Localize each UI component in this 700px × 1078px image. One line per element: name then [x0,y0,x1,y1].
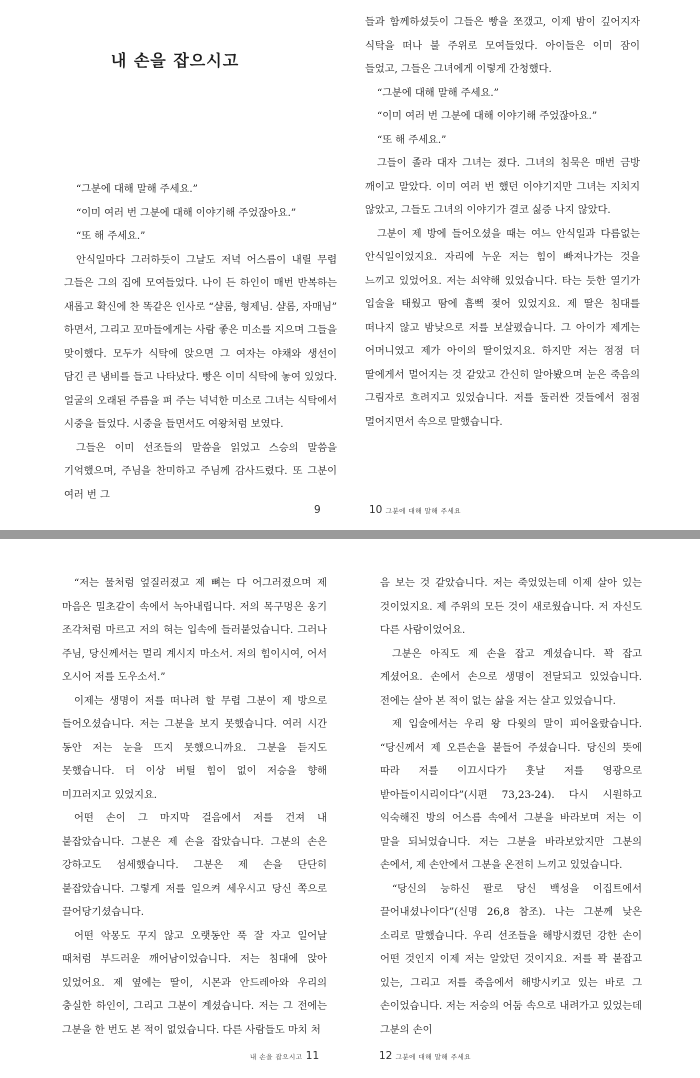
running-head: 그분에 대해 말해 주세요 [385,507,462,515]
paragraph: “또 해 주세요.” [377,134,447,146]
page-11-text [62,572,327,1042]
paragraph: 안식일마다 그러하듯이 그날도 저녁 어스름이 내릴 무렵 그들은 그의 집에 모여들었다. 나이 든 하인이 매번 반복하는 새롭고 확신에 찬 똑같은 인사로 “샬롬, 형제님. 샬롬, 자매님” 하면서, 그리고 꼬마들에게는 사람 좋은 미소를 지으며 그들을 맞이했다. 모두가 식탁에 앉으면 그 여자는 야채와 생선이 담긴 큰 냄비를 들고 나타났다. 빵은 이미 식탁에 놓여 있었다. 얼굴의 오래된 주름을 펴 주는 넉넉한 미소로 그녀는 식탁에서 시중을 들었다. 시중을 들면서도 여왕처럼 보였다. [64,254,337,430]
paragraph: 그분이 제 방에 들어오셨을 때는 여느 안식일과 다름없는 안식일이었지요. 자리에 누운 저는 힘이 빠져나가는 것을 느끼고 있었어요. 저는 쇠약해 있었습니다. 타는 듯한 열기가 입술을 태웠고 땀에 흠뻑 젖어 있었지요. 제 딸은 침대를 떠나지 않고 밤낮으로 저를 보살폈습니다. 그 아이가 제게는 어머니였고 제가 아이의 딸이었지요. 하지만 저는 점점 더 딸에게서 멀어지는 것 같았고 간신히 알아봤으며 눈은 죽음의 그림자로 흐려지고 있었습니다. 저를 둘러싼 것들에서 점점 멀어지면서 속으로 말했습니다. [365,228,640,428]
page-number: 10 [369,504,383,516]
paragraph: “그분에 대해 말해 주세요.” [377,87,499,99]
page-12-text [380,572,642,1042]
paragraph: “이미 여러 번 그분에 대해 이야기해 주었잖아요.” [377,111,598,122]
page-number: 9 [314,504,321,516]
paragraph: 그분은 아직도 제 손을 잡고 계셨습니다. 꽉 잡고 계셨어요. 손에서 손으로 생명이 전달되고 있었습니다. 전에는 살아 본 적이 없는 삶을 저는 살고 있었습니다. [380,648,642,707]
paragraph: “당신의 능하신 팔로 당신 백성을 이집트에서 끌어내셨나이다”(신명 26,8 참조). 나는 그분께 낮은 소리로 말했습니다. 우리 선조들을 해방시켰던 강한 손이 어떤 것인지 이제 저는 알았던 것이지요. 저를 꽉 붙잡고 있는, 그리고 저를 죽음에서 해방시키고 있는 바로 그 손이었습니다. 저는 저승의 어둠 속으로 내려가고 있었는데 그분의 손이 [380,883,642,1036]
page-10-folio [369,504,461,516]
page-9-folio [314,504,321,516]
paragraph: 이제는 생명이 저를 떠나려 할 무렵 그분이 제 방으로 들어오셨습니다. 저는 그분을 보지 못했습니다. 여러 시간 동안 저는 눈을 뜨지 못했으니까요. 그분을 듣지도 못했습니다. 더 이상 버틸 힘이 없이 저승을 향해 미끄러지고 있었지요. [62,695,327,801]
spread-divider [0,530,700,539]
page-number: 11 [305,1050,320,1062]
paragraph: 들과 함께하셨듯이 그들은 빵을 쪼갰고, 이제 밤이 깊어지자 식탁을 떠나 불 주위로 모여들었다. 아이들은 이미 잠이 들었고, 그들은 그녀에게 이렇게 간청했다. [365,17,640,75]
paragraph: “그분에 대해 말해 주세요.” [76,184,198,195]
paragraph: 제 입술에서는 우리 왕 다윗의 말이 피어올랐습니다. “당신께서 제 오른손을 붙들어 주셨습니다. 당신의 뜻에 따라 저를 이끄시다가 훗날 저를 영광으로 받아들이시리이다”(시편 73,23-24). 다시 시원하고 익숙해진 방의 어스름 속에서 그분을 바라보며 저는 이 말을 되뇌었습니다. 저는 그분을 바라보았지만 그분의 손에서, 제 손안에서 그분을 온전히 느끼고 있었습니다. [380,719,642,871]
page-11-folio [250,1050,319,1062]
paragraph: “이미 여러 번 그분에 대해 이야기해 주었잖아요.” [76,207,297,219]
page-10 [350,0,700,530]
paragraph: “또 해 주세요.” [76,231,146,242]
running-head: 그분에 대해 말해 주세요 [395,1053,472,1061]
page-12 [350,539,700,1069]
paragraph: 어떤 손이 그 마지막 걸음에서 저를 건져 내 붙잡았습니다. 그분은 제 손을 잡았습니다. 그분의 손은 강하고도 섬세했습니다. 그분은 제 손을 단단히 붙잡았습니다. 그렇게 저를 일으켜 세우시고 당신 쪽으로 끌어당기셨습니다. [62,813,327,918]
page-9-text [64,178,337,507]
chapter-title: 내 손을 잡으시고 [110,51,240,70]
page-9 [0,0,350,530]
page-10-text [365,11,640,434]
spread-bottom [0,539,700,1078]
paragraph: 그들이 졸라 대자 그녀는 졌다. 그녀의 침묵은 매번 금방 깨이고 말았다. 이미 여러 번 했던 이야기지만 그녀는 지치지 않았고, 그들도 그녀의 이야기가 결코 싫증 나지 않았다. [365,158,640,216]
paragraph: 그들은 이미 선조들의 말씀을 읽었고 스승의 말씀을 기억했으며, 주님을 찬미하고 주님께 감사드렸다. 또 그분이 여러 번 그 [64,442,337,501]
paragraph: 음 보는 것 같았습니다. 저는 죽었었는데 이제 살아 있는 것이었지요. 제 주위의 모든 것이 새로웠습니다. 저 자신도 다른 사람이었어요. [380,578,642,636]
page-12-folio [379,1050,471,1062]
page-number: 12 [379,1050,393,1062]
paragraph: “저는 물처럼 엎질러졌고 제 뼈는 다 어그러졌으며 제 마음은 밀초같이 속에서 녹아내립니다. 저의 목구멍은 옹기 조각처럼 마르고 저의 혀는 입속에 들러붙었습니다. 그러나 주님, 당신께서는 멀리 계시지 마소서. 저의 힘이시여, 어서 오시어 저를 도우소서.” [62,578,327,683]
paragraph: 어떤 악몽도 꾸지 않고 오랫동안 푹 잘 자고 일어날 때처럼 부드러운 깨어남이었습니다. 저는 침대에 앉아 있었어요. 제 옆에는 딸이, 시몬과 안드레아와 우리의 충실한 하인이, 그리고 그분이 계셨습니다. 저는 그 전에는 그분을 한 번도 본 적이 없었습니다. 다른 사람들도 마치 처 [62,930,327,1036]
running-head: 내 손을 잡으시고 [250,1053,303,1061]
page-11 [0,539,350,1069]
